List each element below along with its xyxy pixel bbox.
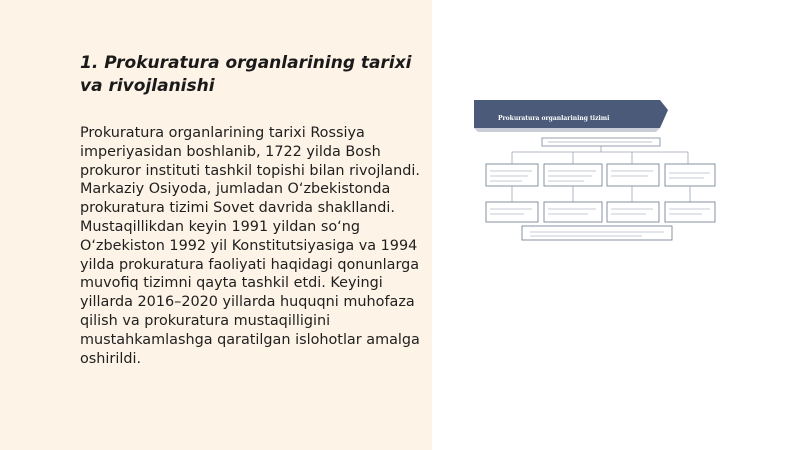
chart-box — [607, 202, 659, 222]
chart-box — [665, 202, 715, 222]
title-banner — [474, 100, 668, 128]
chart-box — [486, 202, 538, 222]
row1-boxes — [486, 164, 715, 186]
row2-boxes — [486, 202, 715, 222]
chart-box — [544, 164, 602, 186]
chart-box — [544, 202, 602, 222]
chart-box — [665, 164, 715, 186]
slide-heading: 1. Prokuratura organlarining tarixi va rivojlanishi — [80, 53, 412, 96]
bottom-level-box — [522, 226, 672, 240]
chart-box — [486, 164, 538, 186]
chart-box — [607, 164, 659, 186]
diagram-title: Prokuratura organlarining tizimi — [498, 115, 610, 122]
banner-shadow — [474, 128, 660, 132]
slide-paragraph: Prokuratura organlarining tarixi Rossiya imperiyasidan boshlanib, 1722 yilda Bosh prokuror instituti tashkil topishi bilan rivojlandi. Markaziy Osiyoda, jumladan O‘zbekistonda prokuratura tizimi Sovet davrida shakllandi. Mustaqillikdan keyin 1991 yildan so‘ng O‘zbekiston 1992 yil Konstitutsiyasiga va 1994 yilda prokuratura faoliyati haqidagi qonunlarga muvofiq tizimni qayta tashkil etdi. Keyingi yillarda 2016–2020 yillarda huquqni muhofaza qilish va prokuratura mustaqilligini mustahkamlashga qaratilgan islohotlar amalga oshirildi. — [80, 125, 420, 367]
organization-chart-image — [472, 96, 722, 246]
